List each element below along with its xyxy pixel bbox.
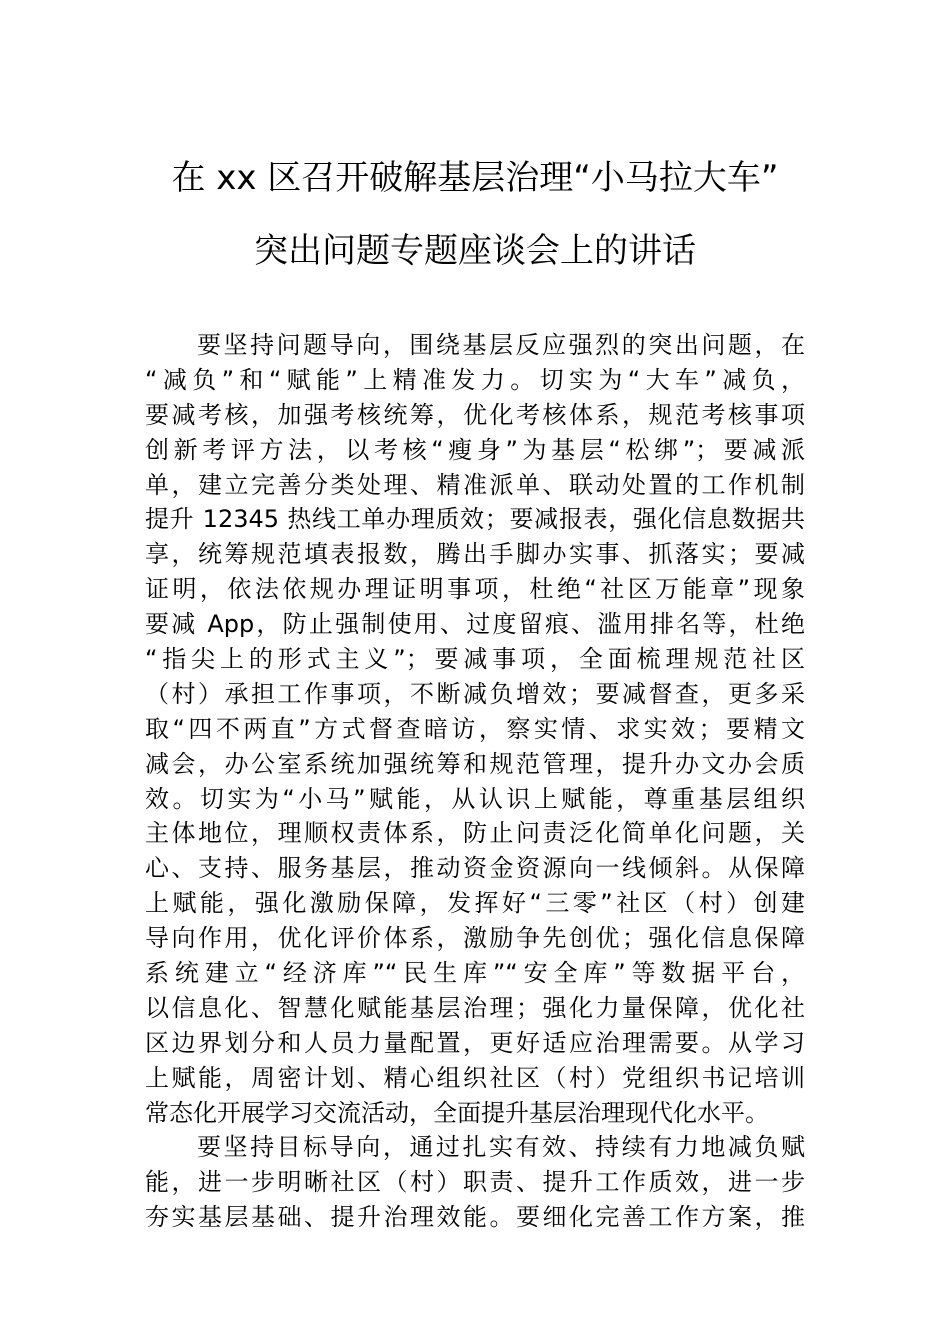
paragraph-line: 要坚持目标导向，通过扎实有效、持续有力地减负赋 bbox=[197, 1133, 805, 1162]
paragraph-line: 创新考评方法，以考核“瘦身”为基层“松绑”；要减派 bbox=[145, 435, 805, 464]
paragraph-line: 取“四不两直”方式督查暗访，察实情、求实效；要精文 bbox=[145, 714, 805, 743]
paragraph-line: 要减 App，防止强制使用、过度留痕、滥用排名等，杜绝 bbox=[145, 610, 805, 639]
paragraph-line: 享，统筹规范填表报数，腾出手脚办实事、抓落实；要减 bbox=[145, 540, 805, 569]
document-title bbox=[145, 158, 805, 271]
paragraph-line: “减负”和“赋能”上精准发力。切实为“大车”减负， bbox=[145, 365, 805, 394]
paragraph-line: “指尖上的形式主义”；要减事项，全面梳理规范社区 bbox=[145, 645, 805, 674]
paragraph-line: 上赋能，周密计划、精心组织社区（村）党组织书记培训 bbox=[145, 1063, 805, 1092]
paragraph-line: 常态化开展学习交流活动，全面提升基层治理现代化水平。 bbox=[145, 1098, 769, 1127]
title-line-2: 突出问题专题座谈会上的讲话 bbox=[254, 231, 696, 271]
paragraph-line: 提升 12345 热线工单办理质效；要减报表，强化信息数据共 bbox=[145, 505, 805, 534]
paragraph-line: 要减考核，加强考核统筹，优化考核体系，规范考核事项 bbox=[145, 400, 805, 429]
paragraph-line: 主体地位，理顺权责体系，防止问责泛化简单化问题，关 bbox=[145, 819, 805, 848]
paragraph-line: 单，建立完善分类处理、精准派单、联动处置的工作机制 bbox=[145, 470, 805, 499]
paragraph-line: 区边界划分和人员力量配置，更好适应治理需要。从学习 bbox=[145, 1028, 805, 1057]
paragraph-line: 上赋能，强化激励保障，发挥好“三零”社区（村）创建 bbox=[145, 889, 805, 918]
paragraph-line: 减会，办公室系统加强统筹和规范管理，提升办文办会质 bbox=[145, 749, 805, 778]
paragraph-line: 能，进一步明晰社区（村）职责、提升工作质效，进一步 bbox=[145, 1168, 805, 1197]
paragraph-line: 效。切实为“小马”赋能，从认识上赋能，尊重基层组织 bbox=[145, 784, 805, 813]
paragraph-line: 以信息化、智慧化赋能基层治理；强化力量保障，优化社 bbox=[145, 993, 805, 1022]
paragraph-line: 要坚持问题导向，围绕基层反应强烈的突出问题，在 bbox=[197, 331, 805, 359]
paragraph-line: 系统建立“经济库”“民生库”“安全库”等数据平台， bbox=[145, 959, 805, 988]
paragraph-line: 证明，依法依规办理证明事项，杜绝“社区万能章”现象 bbox=[145, 575, 805, 604]
title-line-1: 在 xx 区召开破解基层治理“小马拉大车” bbox=[171, 158, 779, 198]
document-body bbox=[145, 328, 805, 1235]
paragraph-line: （村）承担工作事项，不断减负增效；要减督查，更多采 bbox=[145, 679, 805, 708]
paragraph-line: 导向作用，优化评价体系，激励争先创优；强化信息保障 bbox=[145, 924, 805, 953]
paragraph-line: 夯实基层基础、提升治理效能。要细化完善工作方案，推 bbox=[145, 1203, 805, 1232]
paragraph-line: 心、支持、服务基层，推动资金资源向一线倾斜。从保障 bbox=[145, 854, 805, 883]
